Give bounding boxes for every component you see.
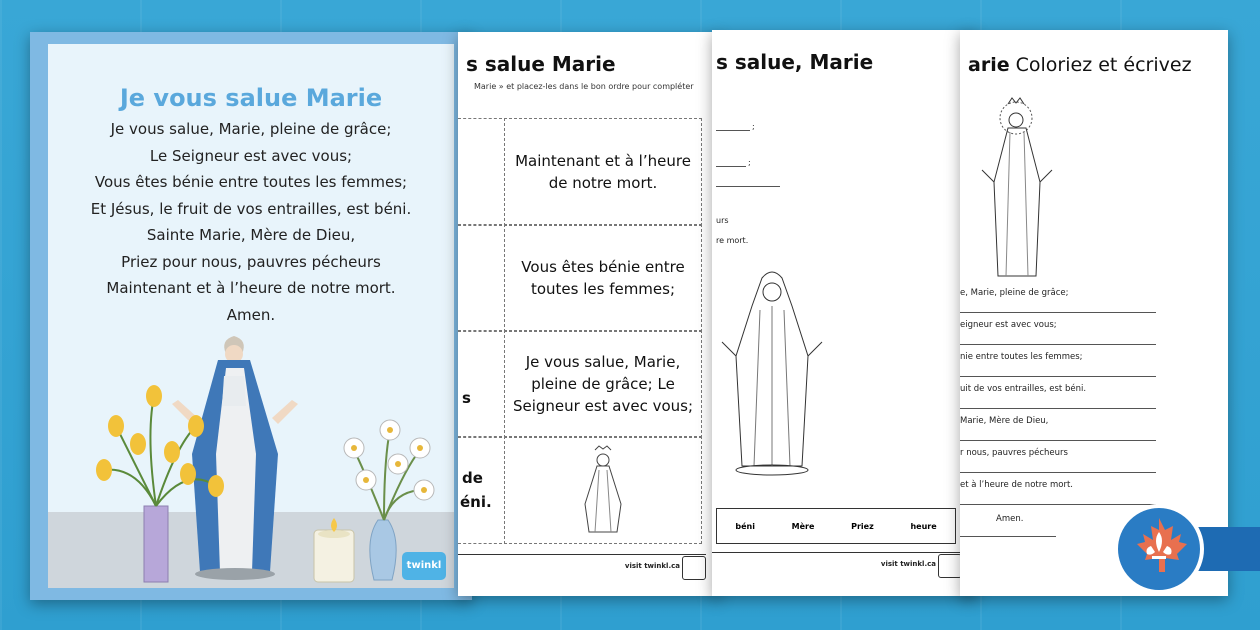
twinkl-stamp-icon [682, 556, 706, 580]
prayer-line: Sainte Marie, Mère de Dieu, [146, 226, 356, 244]
cut-fragment-cell [458, 436, 502, 544]
sheet-footer-line [458, 554, 706, 555]
word-bank [716, 508, 956, 544]
sheet-instruction: Marie » et placez-les dans le bon ordre pour compléter [474, 82, 694, 91]
mary-coloring-icon [718, 266, 828, 476]
prayer-line: Le Seigneur est avec vous; [149, 146, 353, 165]
prayer-poster [30, 32, 472, 600]
poster-title: Je vous salue Marie [119, 84, 383, 112]
sheet-title [968, 54, 1192, 76]
prayer-line: eigneur est avec vous; [960, 320, 1057, 330]
cut-fragment-cell [458, 330, 502, 438]
word-bank-item: Mère [791, 521, 815, 531]
prayer-card: Maintenant et à l’heure de notre mort. [504, 118, 702, 226]
prayer-line: e, Marie, pleine de grâce; [960, 288, 1069, 298]
answer-line [716, 130, 750, 131]
prayer-line: uit de vos entrailles, est béni. [960, 384, 1087, 394]
sheet-title: s salue Marie [466, 52, 616, 76]
prayer-line: Amen. [226, 305, 276, 324]
prayer-card: Vous êtes bénie entre toutes les femmes; [504, 224, 702, 332]
prayer-line: Amen. [996, 514, 1024, 524]
sheet-title-bold: arie [968, 54, 1010, 76]
write-line [960, 536, 1056, 537]
write-line [960, 344, 1156, 345]
prayer-lines [48, 116, 454, 328]
sheet-title-rest: Coloriez et écrivez [1015, 54, 1192, 76]
mary-outline-icon [573, 444, 633, 536]
cut-and-stick-sheet [458, 32, 720, 596]
fragment-text: urs [716, 216, 729, 225]
word-bank-item: Priez [851, 521, 874, 531]
answer-line [716, 166, 746, 167]
answer-line [716, 186, 780, 187]
prayer-line: Je vous salue, Marie, pleine de grâce; [110, 120, 392, 138]
prayer-line: r nous, pauvres pécheurs [960, 448, 1068, 458]
image-card [504, 436, 702, 544]
maple-leaf-fleur-de-lis-icon [1118, 508, 1200, 590]
prayer-line: Marie, Mère de Dieu, [960, 416, 1049, 426]
poster-inner [48, 44, 454, 588]
word-bank-item: heure [910, 521, 937, 531]
fragment-text: re mort. [716, 236, 749, 245]
write-line [960, 472, 1156, 473]
cut-fragment-cell [458, 224, 502, 332]
mary-altar-illustration [48, 334, 454, 588]
write-line [960, 376, 1156, 377]
cut-fragment-cell [458, 118, 502, 226]
prayer-line: Vous êtes bénie entre toutes les femmes; [94, 173, 408, 191]
prayer-card: Je vous salue, Marie, pleine de grâce; Le Seigneur est avec vous; [504, 330, 702, 438]
mary-crowned-icon [972, 92, 1062, 278]
sheet-footer-line [712, 552, 962, 553]
prayer-line: Et Jésus, le fruit de vos entrailles, est béni. [90, 199, 412, 218]
sheet-title: s salue, Marie [716, 50, 874, 74]
twinkl-logo: twinkl [402, 552, 446, 580]
footer-url: visit twinkl.ca [624, 562, 680, 570]
cut-fragment-text: de [462, 469, 483, 487]
prayer-line: Priez pour nous, pauvres pécheurs [121, 252, 381, 271]
fragment-text: ; [748, 158, 751, 167]
prayer-line: Maintenant et à l’heure de notre mort. [106, 279, 396, 297]
write-line [960, 312, 1156, 313]
write-line [960, 504, 1156, 505]
prayer-line: et à l’heure de notre mort. [960, 480, 1073, 490]
write-line [960, 440, 1156, 441]
word-bank-item: béni [735, 521, 755, 531]
quebec-badge [1114, 504, 1204, 594]
prayer-line: nie entre toutes les femmes; [960, 352, 1083, 362]
fill-in-sheet [712, 30, 976, 596]
cut-fragment-text: éni. [460, 493, 492, 511]
footer-url: visit twinkl.ca [880, 560, 936, 568]
write-line [960, 408, 1156, 409]
cut-fragment-text: s [462, 389, 471, 407]
fragment-text: ; [752, 122, 755, 131]
twinkl-stamp-icon [938, 554, 962, 578]
